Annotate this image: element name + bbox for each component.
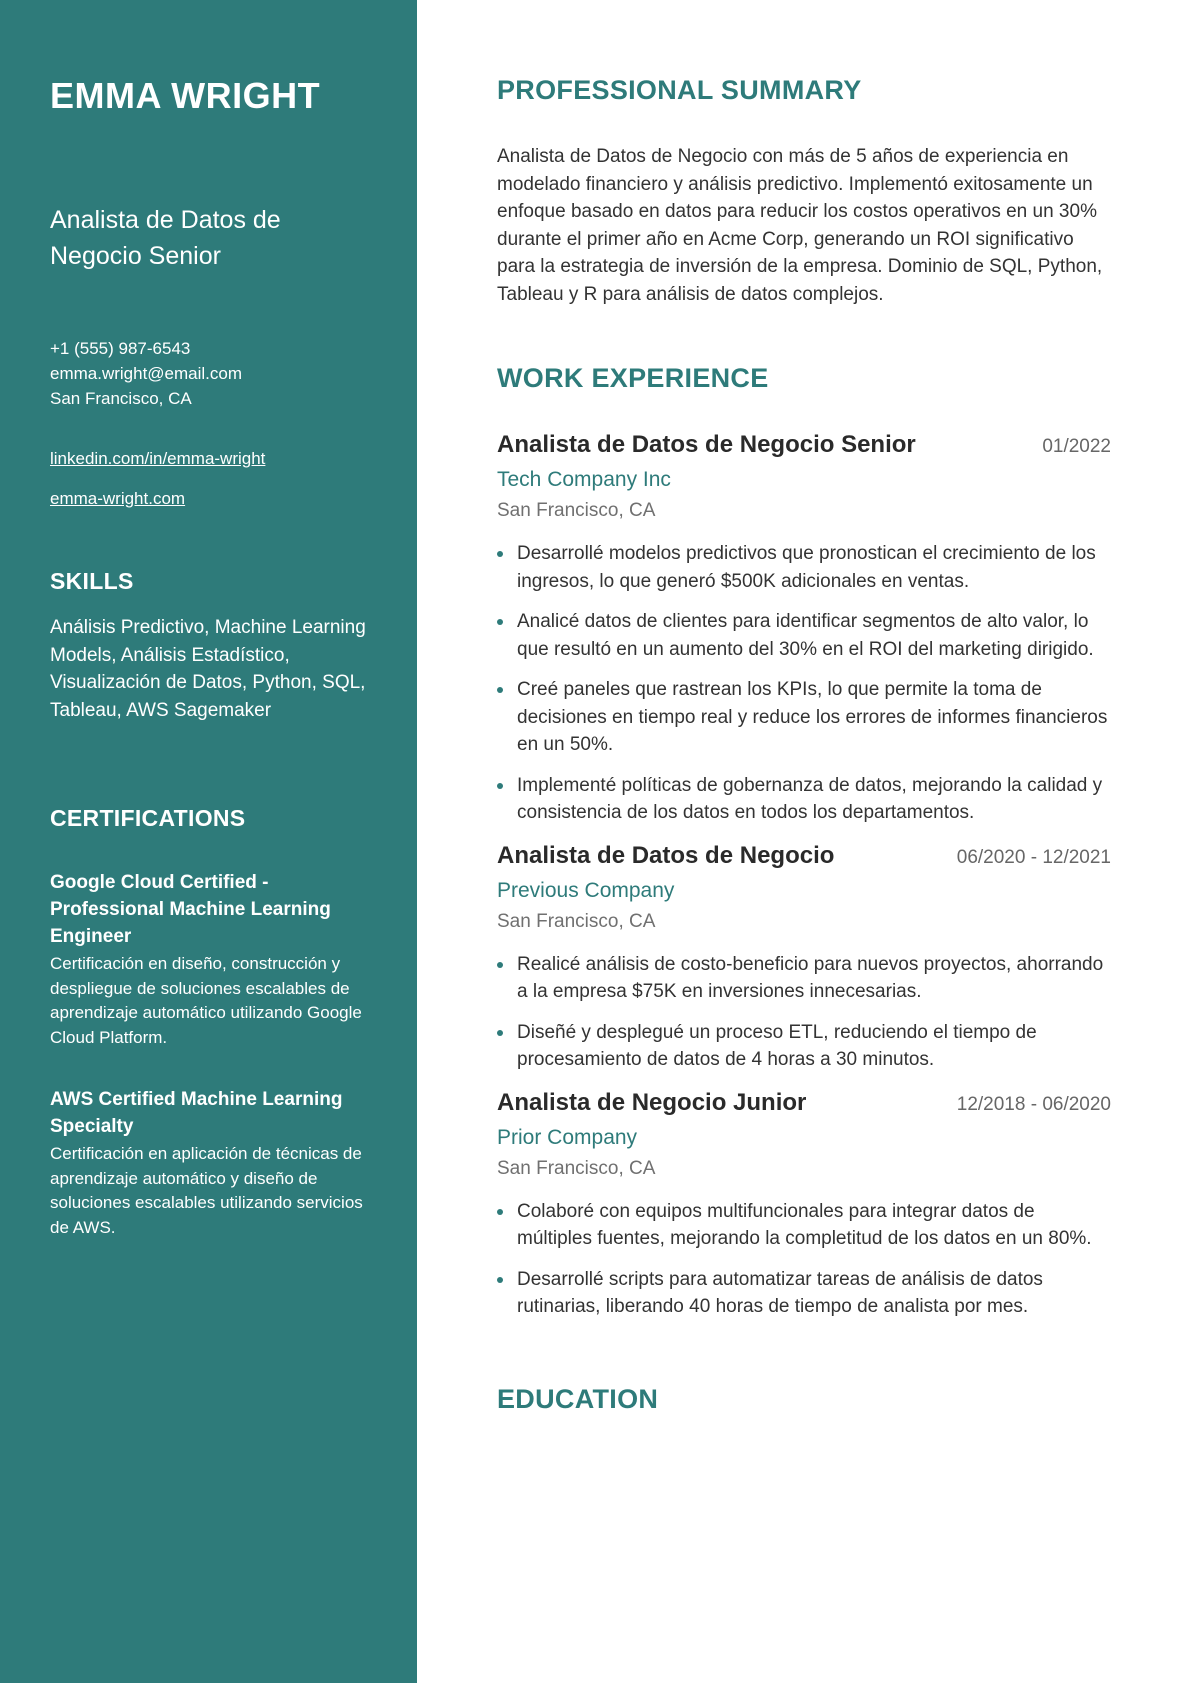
- job-bullet: [497, 1019, 1111, 1074]
- job-bullet: [497, 1198, 1111, 1253]
- profile-links: [50, 446, 367, 511]
- bullet-text: Realicé análisis de costo-beneficio para nuevos proyectos, ahorrando a la empresa $75K en inversiones innecesarias.: [517, 953, 1104, 1002]
- bullet-text: Implementé políticas de gobernanza de datos, mejorando la calidad y consistencia de los datos en todos los departamentos.: [517, 774, 1103, 823]
- certification-item: [50, 1086, 367, 1240]
- bullet-icon: [497, 619, 503, 625]
- job-bullets: [497, 951, 1111, 1074]
- job-header: [497, 428, 1111, 462]
- job-location: San Francisco, CA: [497, 500, 656, 521]
- job-date: 06/2020 - 12/2021: [956, 846, 1111, 868]
- job-role: Analista de Datos de Negocio: [497, 841, 835, 869]
- skills-heading: SKILLS: [50, 568, 134, 594]
- website-link[interactable]: emma-wright.com: [50, 489, 186, 508]
- job-bullet: [497, 1266, 1111, 1321]
- job-location: San Francisco, CA: [497, 1157, 656, 1179]
- linkedin-link[interactable]: linkedin.com/in/emma-wright: [50, 449, 266, 468]
- bullet-icon: [497, 783, 503, 789]
- sidebar: [0, 0, 417, 1683]
- job-entry: [497, 1086, 1111, 1321]
- job-entry: [497, 428, 1111, 827]
- job-location: San Francisco, CA: [497, 910, 656, 932]
- job-bullet: [497, 676, 1111, 759]
- job-bullets: [497, 1198, 1111, 1321]
- job-date: 12/2018 - 06/2020: [956, 1093, 1111, 1115]
- work-experience-heading: WORK EXPERIENCE: [497, 363, 769, 393]
- job-company: Tech Company Inc: [497, 468, 671, 491]
- job-bullet: [497, 772, 1111, 827]
- job-role: Analista de Negocio Junior: [497, 1088, 807, 1116]
- certification-item: [50, 869, 367, 1050]
- bullet-text: Creé paneles que rastrean los KPIs, lo que permite la toma de decisiones en tiempo real y reduce los errores de informes financieros en un 50%.: [517, 679, 1108, 755]
- bullet-text: Desarrollé modelos predictivos que pronostican el crecimiento de los ingresos, lo que generó $500K adicionales en ventas.: [517, 543, 1096, 592]
- job-date: 01/2022: [1042, 436, 1111, 457]
- skills-list: Análisis Predictivo, Machine Learning Models, Análisis Estadístico, Visualización de Datos, Python, SQL, Tableau, AWS Sagemaker: [50, 617, 366, 721]
- candidate-name: EMMA WRIGHT: [50, 75, 321, 116]
- bullet-text: Diseñé y desplegué un proceso ETL, reduciendo el tiempo de procesamiento de datos de 4 horas a 30 minutos.: [517, 1021, 1037, 1070]
- job-company: Prior Company: [497, 1125, 638, 1149]
- job-role: Analista de Datos de Negocio Senior: [497, 431, 916, 458]
- bullet-icon: [497, 551, 503, 557]
- job-bullets: [497, 540, 1111, 827]
- job-entry: [497, 839, 1111, 1074]
- summary-heading: PROFESSIONAL SUMMARY: [497, 75, 862, 105]
- certification-description: Certificación en aplicación de técnicas de aprendizaje automático y diseño de soluciones escalables utilizando servicios de AWS.: [50, 1144, 363, 1237]
- candidate-title: Analista de Datos de Negocio Senior: [50, 206, 281, 270]
- bullet-text: Analicé datos de clientes para identificar segmentos de alto valor, lo que resultó en un aumento del 30% en el ROI del marketing dirigido.: [517, 611, 1094, 660]
- job-company: Previous Company: [497, 878, 675, 902]
- job-header: [497, 1086, 1111, 1120]
- certification-title: AWS Certified Machine Learning Specialty: [50, 1089, 343, 1137]
- professional-summary: Analista de Datos de Negocio con más de 5 años de experiencia en modelado financiero y análisis predictivo. Implementó exitosamente un enfoque basado en datos para reducir los costos operativos en un 30% durante el primer año en Acme Corp, generando un ROI significativo para la estrategia de inversión de la empresa. Dominio de SQL, Python, Tableau y R para análisis de datos complejos.: [497, 146, 1103, 305]
- phone-number: +1 (555) 987-6543: [50, 339, 191, 358]
- job-bullet: [497, 951, 1111, 1006]
- bullet-icon: [497, 687, 503, 693]
- certification-description: Certificación en diseño, construcción y despliegue de soluciones escalables de aprendizaje automático utilizando Google Cloud Platform.: [50, 954, 362, 1047]
- certification-title: Google Cloud Certified - Professional Machine Learning Engineer: [50, 872, 331, 947]
- bullet-text: Desarrollé scripts para automatizar tareas de análisis de datos rutinarias, liberando 40 horas de tiempo de analista por mes.: [517, 1268, 1043, 1317]
- bullet-text: Colaboré con equipos multifuncionales para integrar datos de múltiples fuentes, mejorando la completitud de los datos en un 80%.: [517, 1200, 1092, 1249]
- bullet-icon: [497, 1030, 503, 1036]
- contact-location: San Francisco, CA: [50, 389, 192, 408]
- bullet-icon: [497, 1277, 503, 1283]
- main-content: [497, 0, 1111, 1683]
- bullet-icon: [497, 1209, 503, 1215]
- education-heading: EDUCATION: [497, 1383, 659, 1414]
- job-bullet: [497, 540, 1111, 595]
- email-address: emma.wright@email.com: [50, 364, 243, 383]
- certifications-heading: CERTIFICATIONS: [50, 805, 246, 831]
- bullet-icon: [497, 962, 503, 968]
- job-header: [497, 839, 1111, 873]
- contact-info: [50, 336, 367, 411]
- job-bullet: [497, 608, 1111, 663]
